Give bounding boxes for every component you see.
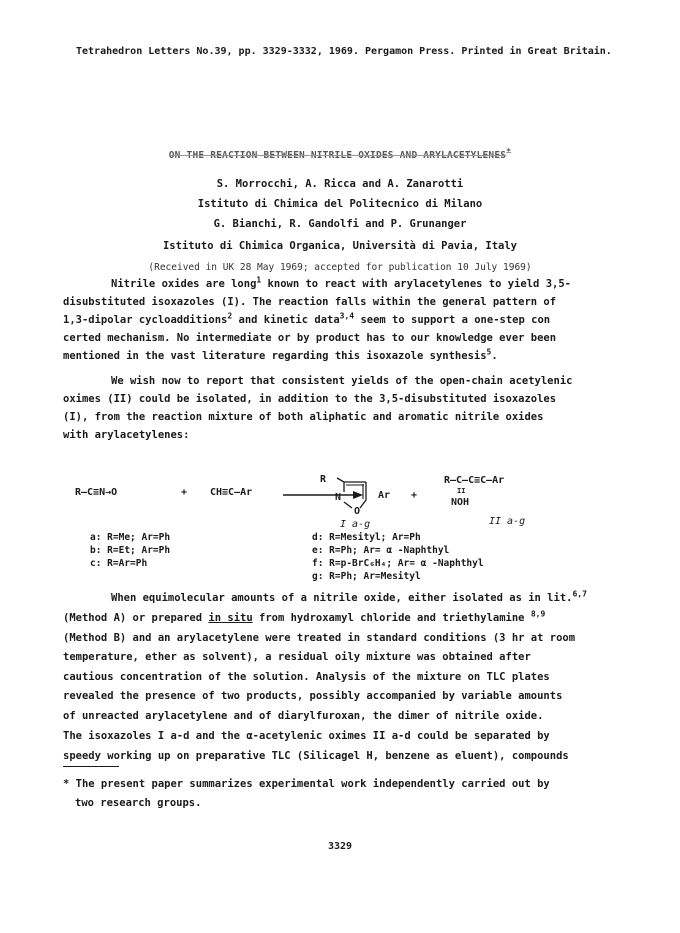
affiliation-milano: Istituto di Chimica del Politecnico di Milano: [197, 198, 483, 210]
text-line: oximes (II) could be isolated, in addition to the 3,5-disubstituted isoxazoles: [63, 393, 557, 405]
oxime-noh: NOH: [451, 497, 470, 508]
text-line: certed mechanism. No intermediate or by product has to our knowledge ever been: [63, 332, 557, 344]
variant-f: f: R=p-BrC₆H₄; Ar= α -Naphthyl: [312, 558, 484, 569]
variant-e: e: R=Ph; Ar= α -Naphthyl: [312, 545, 450, 556]
compound-ii-label: II a-g: [489, 516, 526, 527]
variant-a: a: R=Me; Ar=Ph: [90, 532, 171, 543]
page-number: 3329: [327, 841, 353, 852]
text-line: temperature, ether as solvent), a residual oily mixture was obtained after: [63, 651, 531, 663]
footnote-line: * The present paper summarizes experimental work independently carried out by: [63, 778, 550, 790]
plus-sign: +: [411, 490, 418, 501]
journal-header: Tetrahedron Letters No.39, pp. 3329-3332, 1969. Pergamon Press. Printed in Great Britain.: [76, 46, 612, 57]
text-line: (Method A) or prepared in situ from hydroxamyl chloride and triethylamine $^{8,9}$: [63, 609, 546, 624]
text-line: The isoxazoles I a-d and the α-acetylenic oximes II a-d could be separated by: [63, 730, 550, 742]
text-line: with arylacetylenes:: [63, 429, 190, 441]
affiliation-pavia: Istituto di Chimica Organica, Università di Pavia, Italy: [162, 240, 517, 252]
text-line: We wish now to report that consistent yields of the open-chain acetylenic: [111, 375, 573, 387]
isoxazole-n-label: N: [335, 492, 342, 503]
oxime-formula: R–C–C≡C–Ar: [444, 475, 505, 486]
variant-b: b: R=Et; Ar=Ph: [90, 545, 171, 556]
text-line: Nitrile oxides are long$^1$ known to react with arylacetylenes to yield 3,5-: [111, 275, 571, 290]
isoxazole-o-label: O: [354, 506, 361, 517]
variant-d: d: R=Mesityl; Ar=Ph: [312, 532, 421, 543]
plus-sign: +: [181, 487, 188, 498]
text-line: mentioned in the vast literature regarding this isoxazole synthesis$^5$.: [63, 347, 498, 362]
arylacetylene-formula: CH≡C–Ar: [210, 487, 253, 498]
footnote-separator: [63, 766, 119, 767]
authors-pavia: G. Bianchi, R. Gandolfi and P. Grunanger: [213, 218, 467, 230]
received-dates: (Received in UK 28 May 1969; accepted for publication 10 July 1969): [148, 262, 532, 273]
text-line: of unreacted arylacetylene and of diarylfuroxan, the dimer of nitrile oxide.: [63, 710, 544, 722]
article-title: ON THE REACTION BETWEEN NITRILE OXIDES AND ARYLACETYLENES*: [168, 146, 512, 161]
variant-g: g: R=Ph; Ar=Mesityl: [312, 571, 421, 582]
variant-c: c: R=Ar=Ph: [90, 558, 148, 569]
footnote-line: two research groups.: [75, 797, 202, 809]
text-line: (I), from the reaction mixture of both aliphatic and aromatic nitrile oxides: [63, 411, 544, 423]
isoxazole-ring: [330, 472, 380, 522]
text-line: revealed the presence of two products, possibly accompanied by variable amounts: [63, 690, 563, 702]
text-line: (Method B) and an arylacetylene were treated in standard conditions (3 hr at room: [63, 632, 576, 644]
text-line: disubstituted isoxazoles (I). The reaction falls within the general pattern of: [63, 296, 557, 308]
text-line: speedy working up on preparative TLC (Silicagel H, benzene as eluent), compounds: [63, 750, 569, 762]
authors-milano: S. Morrocchi, A. Ricca and A. Zanarotti: [216, 178, 464, 190]
oxime-double-bond: II: [457, 487, 466, 495]
nitrile-oxide-formula: R–C≡N→O: [75, 487, 118, 498]
text-line: cautious concentration of the solution. Analysis of the mixture on TLC plates: [63, 671, 550, 683]
compound-i-label: I a-g: [340, 519, 371, 530]
isoxazole-r-label: R: [320, 474, 327, 485]
isoxazole-ar-label: Ar: [378, 490, 391, 501]
text-line: When equimolecular amounts of a nitrile oxide, either isolated as in lit.$^{6,7}$: [111, 589, 587, 604]
text-line: 1,3-dipolar cycloadditions$^2$ and kinetic data$^{3,4}$ seem to support a one-step con: [63, 311, 551, 326]
